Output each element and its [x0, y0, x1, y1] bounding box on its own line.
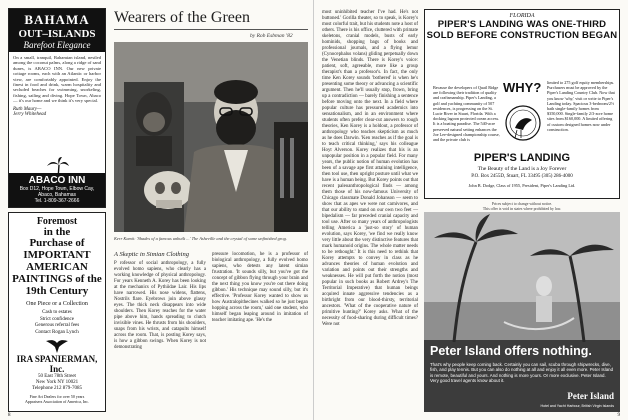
bird-crest-icon: [505, 100, 541, 146]
ad-tagline: The Beauty of the Land is a Joy Forever: [477, 166, 567, 172]
article-byline: by Rob Esbman '82: [250, 33, 293, 39]
ad-text-right: limited to 275 golf equity memberships. Purchasers must be approved by the Piper's Landing Country Club. Now that you know 'why,' visit or write to Piper's Landing today. Spacious 3-bedroom/2½ bath single-family homes from $350,000. Single-family 2/3-acre home sites from $160,000. A limited offering of custom designed homes now under construction.: [547, 80, 615, 132]
page-number-right: 9: [617, 413, 620, 418]
ad-why: WHY?: [503, 80, 542, 95]
ad-signature: Ruth Maury— Jerry Whitehead: [13, 106, 47, 117]
ad-text-left: Because the developers of Quail Ridge are following their tradition of quality and craftsmanship. Piper's Landing, a golf and yachting community of 507 residences, is progressing on the St. Lucie River in Stuart, Florida. With a docking lagoon protected ocean access. It is a boating paradise. The 540-acre preserved natural setting enhances the Joe Lee-designed championship course, and the private club is: [433, 85, 500, 143]
pipers-landing-ad: [424, 9, 620, 199]
ad-footer: [9, 173, 105, 207]
ad-title: BAHAMA: [24, 12, 90, 27]
article-photo: [114, 42, 308, 232]
ad-header: [9, 9, 105, 52]
inn-name: ABACO INN: [28, 175, 86, 186]
ad-fine-print: Prices subject to change without notice. This offer is void in states where prohibited by law.: [482, 202, 562, 211]
article-subhead: A Skeptic in Simian Clothing: [114, 251, 189, 258]
photo-caption: Kerr Kamii: 'Shades of a famous unbuilt ...' The Asheville and the crystal of some unfinished grog.: [114, 236, 287, 241]
peter-island-ad: [424, 212, 620, 412]
inn-phone: Tel. 1-809-367-2666: [34, 198, 80, 204]
article-title: Wearers of the Green: [114, 9, 250, 26]
peter-island-headline: Peter Island offers nothing.: [430, 344, 592, 358]
dealer-name: IRA SPANIERMAN, Inc.: [16, 354, 98, 374]
ad-line-purchase: Purchase of: [29, 237, 85, 249]
ad-details: Cash to estates Strict confidence Generous referral fees Contact Rogan Lynch: [34, 310, 80, 335]
ad-body: On a small, tranquil, Bahamian island, nestled among the coconut palms, along a ridge of sand dunes, is ABACO INN. Our new private cottage rooms, each with an Atlantic or harbor view, are comfortably appointed. Enjoy the finest in food and drink, warm hospitality and secluded beaches for swimming, snorkeling, fishing, sailing and diving. Hope Town, Abaco — it's our home and we think it's very special.: [13, 55, 101, 104]
article-column-3: most uninhibited teacher I've had. He's not buttoned.' Gorilla theater, so to speak, is Korey's most colorful trait, but his students note a host of others. There is his office, cluttered with primate skeletons, cranial models, busts of early hominids, shopping bags of books and professional journals, and a flying lemur (Cynocephalus volans) gliding perpetually down the Venetian blinds. There is Korey's voice: patient, soft, agreeable, more like a group therapist's than a professor's. In fact, the only time Ken Korey sounds 'bothered' is when he's presenting some theory or advancing a scientific argument. Then he'll usually stop, frown, bring up a contradiction — barely finishing a sentence before moving onto the next. In a field where popular culture has pressured academics into sensationalism, and in an environment where students often prefer clear-cut answers to rough theories, Ken Korey is a holdout, a professor of anthropology who teaches skepticism as much as he does Darwin. 'Ken reaches as if the goal is to teach critical thinking,' says his colleague Hoyt Alverson. Korey realizes that his is an unpopular position in a popular field. For many years, the public notion of human evolution has been of a savage ape first attaining intelligence, then tool use, then upright posture until what we have is a human being. But Korey points out that recent paleoanthropological finds — among them those of his now-famous University of Chicago classmate Donald Johanson — seem to show that as apes we were not carnivores, and that our ability to stand on our own two feet — bipedalism — far preceded cranial capacity and tool use. After so many years of anthropologists telling America a 'just-so story' of human evolution, says Korey, 'we find we really know very little about the very distinctive features that mark humanoid origins. The whole matter needs to be rethought.' It is this need to rethink that Korey attempts to convey in class as he advances theories of human evolution and variation and points out their strengths and weaknesses. He will put forth the notion (most popular in such books as Robert Ardrey's The Territorial Imperative) that human beings acquired innate aggressive tendencies as a birthright from our blood-thirsty, territorial ancestors. 'What of the cooperative nature of primitive hunting?' Korey asks. What of the necessity of food-sharing during difficult times? Were not: [322, 10, 418, 327]
ad-address: P.O. Box 2455D, Stuart, FL 33495 (305) 286-4000: [471, 174, 573, 179]
ad-developer: John B. Dodge, Class of 1955, President, Piper's Landing Ltd.: [468, 183, 576, 188]
professor-photo-illustration: [114, 42, 308, 232]
ad-title-2: OUT–ISLANDS: [18, 28, 96, 40]
page-number-left: 8: [8, 413, 11, 418]
ira-spanierman-ad: [8, 212, 106, 412]
article-column-1: [114, 252, 206, 351]
abaco-inn-ad: [8, 8, 106, 208]
ad-state-label: FLORIDA: [509, 13, 535, 19]
peter-island-logo: Peter Island: [567, 391, 614, 401]
ad-brand: PIPER'S LANDING: [473, 152, 571, 164]
title-rule: [114, 29, 308, 30]
peter-island-body: That's why people keep coming back. Certainly you can sail, scuba through shipwrecks, dive, fish, and play tennis. But you can also do nothing at all and enjoy it all even more. Peter Island is remote, beautiful and yours. And nothing is more yours. Or more exclusive. Peter Island. Very good travel agents know about it.: [430, 362, 614, 384]
ad-headline: PIPER'S LANDING WAS ONE-THIRD SOLD BEFORE CONSTRUCTION BEGAN: [426, 19, 618, 41]
peter-island-logo-sub: Hotel and Yacht Harbour, British Virgin Islands: [540, 404, 614, 408]
inn-address: Box D12, Hope Town, Elbow Cay, Abaco, Bahamas: [19, 186, 95, 198]
ad-tagline: Barefoot Elegance: [23, 40, 91, 50]
ad-line-collection: One Piece or a Collection: [26, 301, 88, 307]
column-1-text: P rofessor of social anthropology, a fully evolved homo sapiens, who clearly has a working knowledge of physical anthropology. For years Kenneth A. Korey has been looking at the mechanics of Pythiidae Lair. His lips have narrowed. His nose widens, flattens, Nostrils flare. Eyebrows join above glassy eyes. The thick neck disappears into wide shoulders. Then Korey reaches for the water pipe above him, hands spreading to clutch invisible vines. He thrusts from his shoulders, snaps from his wrists, and catapults himself across the room. That, is posting Korey says, is how a gibbon swings. When Korey is not demonstrating: [114, 261, 206, 350]
dealer-credentials: Fine Art Dealers for over 50 years Appraisers Association of America, Inc.: [25, 394, 89, 404]
eagle-emblem-icon: [46, 339, 68, 353]
ad-line-paintings: IMPORTANT AMERICAN PAINTINGS of the 19th Century: [12, 249, 102, 297]
ad-line-foremost: Foremost: [36, 216, 78, 227]
article-column-2: pressure locomotion, he is a professor of biological anthropology, a fully evolved homo sapiens, who detests any latent simian frustration. 'It sounds silly, but you've got the concept of gibbon flying through your brain and the next thing you know you're out there doing gibbon.' His technique may sound silly, but it's effective. 'Professor Korey wanted to show us how Australopithecines walked so he just began hopping across the room,' said one student, who himself began leaping around in imitation of teacher imitating ape. 'He's the: [212, 252, 308, 323]
dealer-address: 50 East 78th Street New York NY 10021 Telephone 212 879-7085: [32, 374, 82, 391]
ad-line-inthe: in the: [43, 226, 71, 238]
